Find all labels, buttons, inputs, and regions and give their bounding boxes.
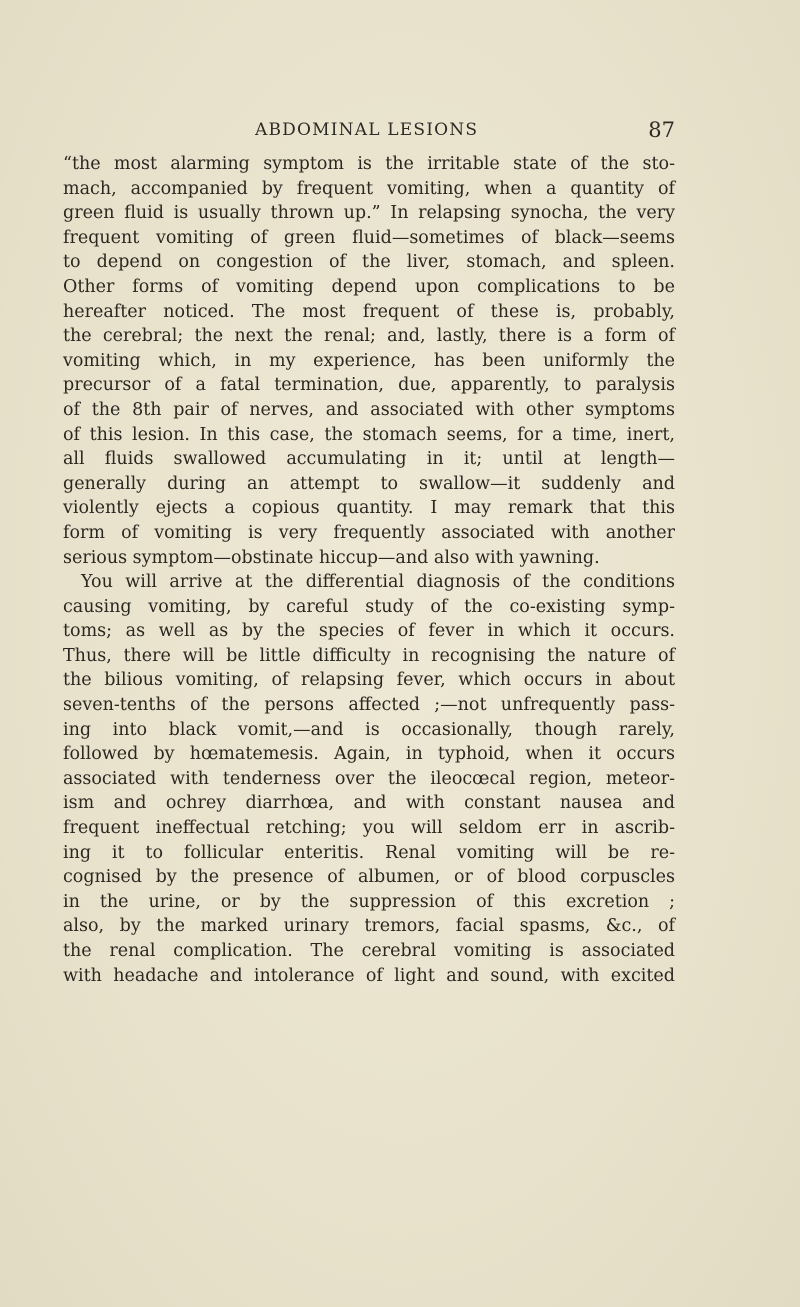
text-line: seven-tenths of the persons affected ;—not unfrequently pass- xyxy=(63,695,675,716)
text-line: frequent ineffectual retching; you will seldom err in ascrib- xyxy=(63,818,675,839)
running-title: ABDOMINAL LESIONS xyxy=(255,120,479,140)
text-line: the renal complication. The cerebral vomiting is associated xyxy=(63,941,675,961)
text-line: in the urine, or by the suppression of this excretion ; xyxy=(63,891,675,912)
text-line: toms; as well as by the species of fever in which it occurs. xyxy=(63,621,675,642)
body-text xyxy=(63,152,675,988)
text-line: precursor of a fatal termination, due, apparently, to paralysis xyxy=(63,375,675,396)
text-line: the cerebral; the next the renal; and, lastly, there is a form of xyxy=(63,326,675,347)
running-head xyxy=(255,120,675,144)
text-line: form of vomiting is very frequently associated with another xyxy=(63,522,675,543)
text-line: Other forms of vomiting depend upon complications to be xyxy=(63,276,675,297)
text-line: with headache and intolerance of light and sound, with excited xyxy=(63,965,675,986)
text-line: hereafter noticed. The most frequent of these is, probably, xyxy=(63,301,675,322)
text-line: followed by hœmatemesis. Again, in typhoid, when it occurs xyxy=(63,744,675,765)
text-line: ing it to follicular enteritis. Renal vomiting will be re- xyxy=(63,842,675,863)
text-line: violently ejects a copious quantity. I may remark that this xyxy=(63,498,675,519)
page-number: 87 xyxy=(648,118,675,142)
text-line: vomiting which, in my experience, has been uniformly the xyxy=(63,350,675,371)
text-line: ism and ochrey diarrhœa, and with constant nausea and xyxy=(63,793,675,814)
text-line: associated with tenderness over the ileocœcal region, meteor- xyxy=(63,768,675,789)
text-line: cognised by the presence of albumen, or of blood corpuscles xyxy=(63,867,675,888)
text-line: ing into black vomit,—and is occasionally, though rarely, xyxy=(63,719,675,740)
text-line: of the 8th pair of nerves, and associated with other symptoms xyxy=(63,399,675,420)
text-line: “the most alarming symptom is the irritable state of the sto- xyxy=(63,154,675,174)
text-line: serious symptom—obstinate hiccup—and also with yawning. xyxy=(63,547,600,568)
text-line: of this lesion. In this case, the stomach seems, for a time, inert, xyxy=(63,424,675,445)
text-line: all fluids swallowed accumulating in it; until at length— xyxy=(63,449,675,470)
text-line: Thus, there will be little difficulty in recognising the nature of xyxy=(63,645,675,666)
text-line: generally during an attempt to swallow—it suddenly and xyxy=(63,473,675,494)
text-line: mach, accompanied by frequent vomiting, when a quantity of xyxy=(63,178,675,199)
text-line: also, by the marked urinary tremors, facial spasms, &c., of xyxy=(63,916,675,937)
text-line: to depend on congestion of the liver, stomach, and spleen. xyxy=(63,252,675,273)
text-line: frequent vomiting of green fluid—sometimes of black—seems xyxy=(63,227,675,248)
text-line: You will arrive at the differential diagnosis of the conditions xyxy=(81,572,675,593)
text-line: green fluid is usually thrown up.” In relapsing synocha, the very xyxy=(63,203,675,224)
text-line: causing vomiting, by careful study of the co-existing symp- xyxy=(63,596,675,617)
text-line: the bilious vomiting, of relapsing fever, which occurs in about xyxy=(63,670,675,691)
